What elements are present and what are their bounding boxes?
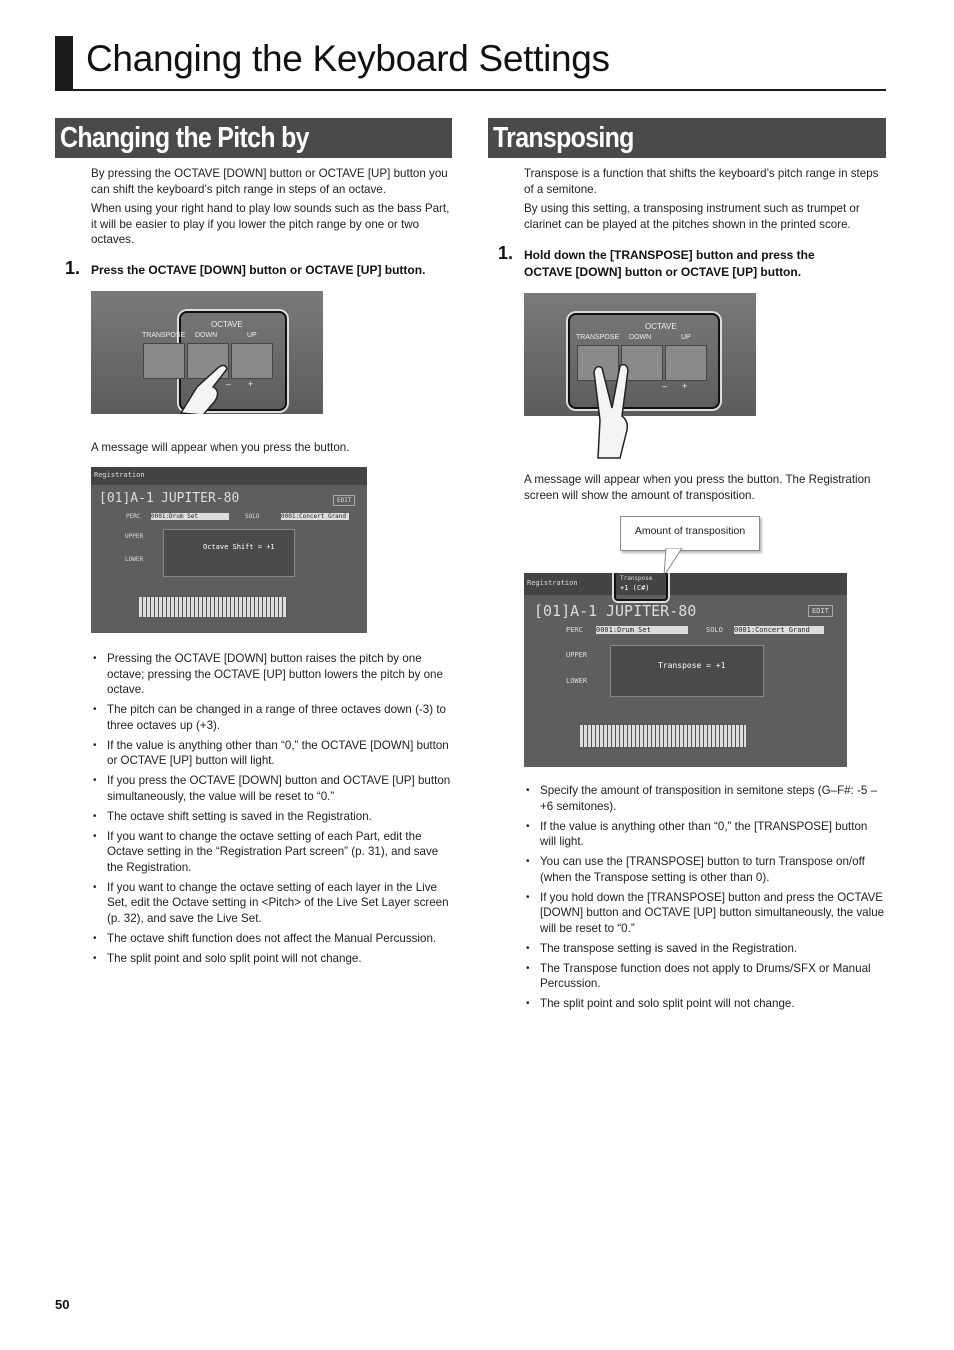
screen-lower-label: LOWER xyxy=(566,677,588,685)
intro-paragraph: When using your right hand to play low sounds such as the bass Part, it will be easier to play if you lower the pitch range by one or two octaves. xyxy=(91,202,450,246)
step-text: Press the OCTAVE [DOWN] button or OCTAVE [UP] button. xyxy=(91,263,426,277)
step-number: 1. xyxy=(65,258,81,278)
screen-message: Octave Shift = +1 xyxy=(203,543,275,551)
hand-icon xyxy=(175,357,235,414)
minus-sign: – xyxy=(226,379,232,389)
bullet-item: • Specify the amount of transposition in semitone steps (G–F#: -5 – +6 semitones). xyxy=(524,783,886,814)
minus-sign: – xyxy=(662,381,668,391)
screen-solo-label: SOLO xyxy=(245,513,260,520)
bullet-item: • The split point and solo split point will not change. xyxy=(91,951,453,967)
registration-screen-transpose xyxy=(524,573,847,767)
bullet-item: • The split point and solo split point will not change. xyxy=(524,996,886,1012)
callout-amount-of-transposition: Amount of transposition xyxy=(620,516,760,551)
registration-screen-octave xyxy=(91,467,367,633)
title-rule xyxy=(55,89,886,91)
screen-perc-value: 0001:Drum Set xyxy=(596,626,688,634)
transpose-label: TRANSPOSE xyxy=(576,334,620,341)
intro-paragraph: By using this setting, a transposing instrument such as trumpet or clarinet can be played at the pitches shown in the printed score. xyxy=(524,202,860,231)
up-button xyxy=(665,345,707,381)
up-label: UP xyxy=(681,334,691,341)
octave-label: OCTAVE xyxy=(645,322,677,331)
screen-solo-label: SOLO xyxy=(706,626,723,634)
bullet-item: • Pressing the OCTAVE [DOWN] button raises the pitch by one octave; pressing the OCTAVE [UP] button lowers the pitch by one octave. xyxy=(91,651,453,698)
down-label: DOWN xyxy=(629,334,652,341)
screen-reg-number: [01]A-1 xyxy=(534,602,598,620)
keyboard-graphic xyxy=(580,725,746,747)
octave-label: OCTAVE xyxy=(211,320,243,329)
bullet-item: • The octave shift function does not affect the Manual Percussion. xyxy=(91,931,453,947)
left-message-note-wrap xyxy=(91,440,453,460)
bullet-item: • If the value is anything other than “0,” the OCTAVE [DOWN] button or OCTAVE [UP] button will light. xyxy=(91,738,453,769)
up-button xyxy=(231,343,273,379)
screen-upper-label: UPPER xyxy=(566,651,588,659)
plus-sign: + xyxy=(682,381,688,391)
left-bullets xyxy=(91,651,453,971)
message-note: A message will appear when you press the button. The Registration screen will show the amount of transposition. xyxy=(524,473,871,502)
screen-solo-value: 0001:Concert Grand xyxy=(734,626,824,634)
screen-solo-value: 0001:Concert Grand xyxy=(281,513,349,520)
bullet-item: • The octave shift setting is saved in the Registration. xyxy=(91,809,453,825)
bullet-item: • If you want to change the octave setting of each Part, edit the Octave setting in the “Registration Part screen” (p. 31), and save the Registration. xyxy=(91,829,453,876)
down-label: DOWN xyxy=(195,332,218,339)
keyboard-graphic xyxy=(139,597,287,617)
plus-sign: + xyxy=(248,379,254,389)
message-note: A message will appear when you press the button. xyxy=(91,441,350,454)
bullet-item: • The Transpose function does not apply to Drums/SFX or Manual Percussion. xyxy=(524,961,886,992)
screen-edit-button: EDIT xyxy=(808,605,833,617)
step-text: Hold down the [TRANSPOSE] button and press the OCTAVE [DOWN] button or OCTAVE [UP] button. xyxy=(524,248,815,279)
screen-transpose-value: +1 (C#) xyxy=(620,584,650,592)
bullet-item: • If you want to change the octave setting of each layer in the Live Set, edit the Octave setting in <Pitch> of the Live Set Layer screen (p. 32), and save the Live Set. xyxy=(91,880,453,927)
right-message-note-wrap xyxy=(524,472,886,507)
page-number: 50 xyxy=(55,1297,70,1312)
up-label: UP xyxy=(247,332,257,339)
intro-paragraph: Transpose is a function that shifts the keyboard’s pitch range in steps of a semitone. xyxy=(524,167,879,196)
transpose-label: TRANSPOSE xyxy=(142,332,186,339)
title-bar xyxy=(55,36,73,90)
screen-edit-button: EDIT xyxy=(333,495,355,506)
screen-perc-label: PERC xyxy=(126,513,141,520)
screen-transpose-label: Transpose xyxy=(620,575,653,582)
section-heading-transposing: Transposing xyxy=(488,118,886,158)
bullet-item: • The pitch can be changed in a range of three octaves down (-3) to three octaves up (+3). xyxy=(91,702,453,733)
bullet-item: • If the value is anything other than “0,” the [TRANSPOSE] button will light. xyxy=(524,819,886,850)
screen-perc-value: 0001:Drum Set xyxy=(151,513,229,520)
message-popup xyxy=(163,529,295,577)
step-number: 1. xyxy=(498,243,514,263)
right-intro xyxy=(524,166,886,236)
intro-paragraph: By pressing the OCTAVE [DOWN] button or OCTAVE [UP] button you can shift the keyboard’s pitch range in steps of an octave. xyxy=(91,167,448,196)
screen-header: Registration xyxy=(94,471,145,479)
screen-upper-label: UPPER xyxy=(125,533,144,540)
screen-reg-name: JUPITER-80 xyxy=(161,491,240,506)
screen-reg-number: [01]A-1 xyxy=(99,491,154,506)
screen-lower-label: LOWER xyxy=(125,556,144,563)
screen-perc-label: PERC xyxy=(566,626,583,634)
bullet-item: • If you hold down the [TRANSPOSE] button and press the OCTAVE [DOWN] button and OCTAVE [UP] button simultaneously, the value will be reset to “0.” xyxy=(524,890,886,937)
right-bullets xyxy=(524,783,886,1016)
octave-panel-image xyxy=(91,291,323,414)
bullet-item: • The transpose setting is saved in the Registration. xyxy=(524,941,886,957)
left-intro xyxy=(91,166,453,252)
bullet-item: • You can use the [TRANSPOSE] button to turn Transpose on/off (when the Transpose setting is other than 0). xyxy=(524,854,886,885)
screen-message: Transpose = +1 xyxy=(658,661,726,670)
bullet-item: • If you press the OCTAVE [DOWN] button and OCTAVE [UP] button simultaneously, the value will be reset to “0.” xyxy=(91,773,453,804)
two-finger-hand-icon xyxy=(590,360,650,460)
screen-reg-name: JUPITER-80 xyxy=(606,602,697,620)
screen-header: Registration xyxy=(527,579,578,587)
message-popup xyxy=(610,645,764,697)
page-title: Changing the Keyboard Settings xyxy=(86,38,610,79)
section-heading-octaves: Changing the Pitch by Octaves xyxy=(55,118,452,158)
